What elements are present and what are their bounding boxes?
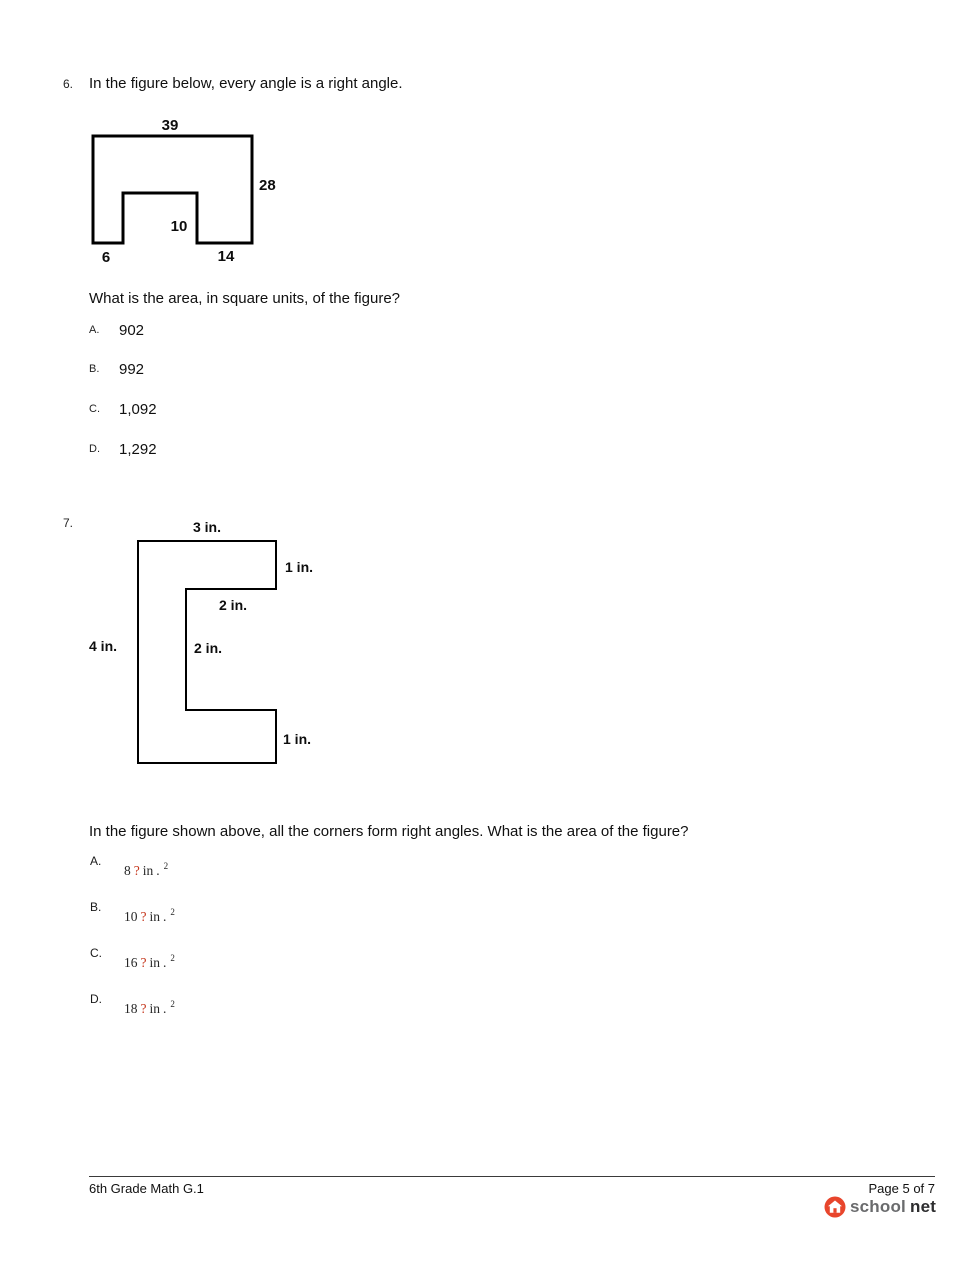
q6-label-top: 39 bbox=[161, 117, 179, 134]
choice-value: 992 bbox=[119, 361, 145, 378]
choice-letter: B. bbox=[89, 363, 100, 375]
choice-letter: C. bbox=[90, 946, 102, 960]
choice-value: 10 bbox=[124, 908, 138, 924]
footer-page-number: Page 5 of 7 bbox=[868, 1181, 935, 1196]
footer-course-title: 6th Grade Math G.1 bbox=[89, 1181, 204, 1196]
q7-label-inner-vertical: 2 in. bbox=[194, 640, 223, 656]
choice-expression bbox=[124, 999, 175, 1017]
choice-value: 902 bbox=[119, 322, 145, 339]
choice-letter: A. bbox=[90, 854, 102, 868]
choice-dot: . bbox=[156, 862, 160, 878]
choice-unit: in bbox=[149, 908, 161, 924]
q6-question: What is the area, in square units, of the figure? bbox=[89, 290, 401, 307]
q7-number: 7. bbox=[63, 516, 74, 530]
choice-letter: B. bbox=[90, 900, 102, 914]
q6-label-bottom-right: 14 bbox=[217, 248, 235, 265]
q7-label-inner-horizontal: 2 in. bbox=[219, 597, 248, 613]
q7-question: In the figure shown above, all the corners form right angles. What is the area of the figure? bbox=[89, 823, 689, 840]
choice-letter: D. bbox=[89, 443, 100, 455]
q6-figure bbox=[85, 112, 300, 277]
choice-letter: D. bbox=[90, 992, 102, 1006]
q7-figure bbox=[85, 515, 335, 780]
q6-choice-b bbox=[89, 361, 144, 379]
choice-letter: C. bbox=[89, 403, 100, 415]
q6-choice-a bbox=[89, 322, 144, 340]
footer-divider bbox=[89, 1176, 935, 1177]
choice-exponent: 2 bbox=[163, 861, 169, 871]
choice-exponent: 2 bbox=[170, 907, 175, 917]
choice-exponent: 2 bbox=[170, 953, 175, 963]
schoolnet-house-icon bbox=[824, 1196, 846, 1218]
choice-unit: in bbox=[142, 862, 154, 878]
q7-label-left: 4 in. bbox=[89, 638, 118, 654]
q6-label-inner: 10 bbox=[170, 218, 188, 235]
choice-value: 1,292 bbox=[119, 441, 157, 458]
q6-choice-d bbox=[89, 441, 157, 459]
choice-dot: . bbox=[163, 1000, 167, 1016]
q6-choice-c bbox=[89, 401, 157, 419]
q6-label-bottom-left: 6 bbox=[101, 249, 111, 266]
q7-choice-c bbox=[89, 946, 289, 978]
q7-choice-a bbox=[89, 854, 289, 886]
choice-unit: in bbox=[149, 1000, 161, 1016]
choice-dot: . bbox=[163, 954, 167, 970]
choice-letter: A. bbox=[89, 324, 100, 336]
choice-expression bbox=[124, 861, 168, 879]
missing-glyph: ? bbox=[133, 862, 140, 878]
q6-prompt: In the figure below, every angle is a right angle. bbox=[89, 75, 403, 92]
q7-choice-d bbox=[89, 992, 289, 1024]
choice-dot: . bbox=[163, 908, 167, 924]
q7-label-top: 3 in. bbox=[192, 519, 222, 535]
choice-exponent: 2 bbox=[170, 999, 175, 1009]
choice-value: 16 bbox=[124, 954, 138, 970]
logo-text-school: school bbox=[850, 1197, 906, 1216]
missing-glyph: ? bbox=[140, 908, 147, 924]
choice-value: 1,092 bbox=[119, 401, 157, 418]
choice-value: 8 bbox=[124, 862, 131, 878]
logo-text-net: net bbox=[910, 1197, 937, 1216]
choice-unit: in bbox=[149, 954, 161, 970]
choice-expression bbox=[124, 953, 175, 971]
choice-expression bbox=[124, 907, 175, 925]
choice-value: 18 bbox=[124, 1000, 138, 1016]
schoolnet-logo bbox=[824, 1196, 936, 1218]
missing-glyph: ? bbox=[140, 1000, 147, 1016]
q6-label-right: 28 bbox=[259, 177, 276, 194]
q6-number: 6. bbox=[63, 77, 74, 91]
q7-label-right-top: 1 in. bbox=[285, 559, 314, 575]
missing-glyph: ? bbox=[140, 954, 147, 970]
q7-choice-b bbox=[89, 900, 289, 932]
q7-label-right-bottom: 1 in. bbox=[283, 731, 312, 747]
